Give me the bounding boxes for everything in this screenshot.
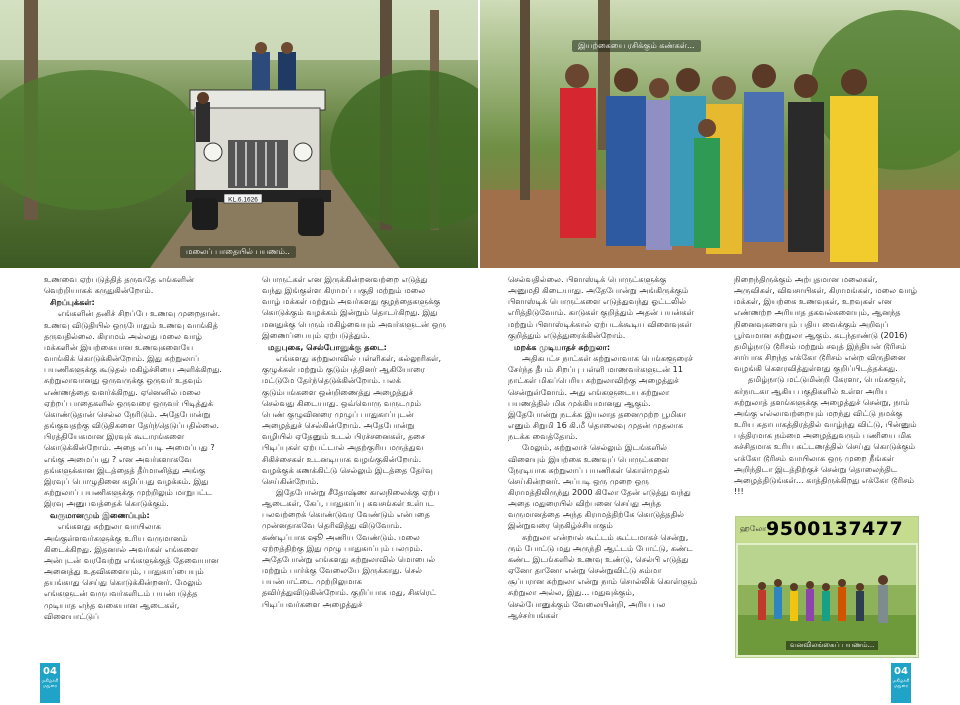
page-number-left — [40, 663, 60, 703]
paragraph: தமிழ்நாடு மட்டுமின்றி கேரளா, பெங்களூர், கர்நாடகா ஆகிய பகுதிகளில் உள்ள அரிய சுற்றுலாத் தளங்களுக்கு அழைத்துச் சென்று, நாம் அங்கு எல்லாவற்றையும் மறந்து விட்டு நமக்கு உரிய சுதாபாகத்திரத்தில் வாழ்ந்து விட்டு, பின்னும் பத்திரமாக நம்மை அழைத்துவரும் பணியை மிக சுச்சிதமாக உரிய கட்டணத்தில் செய்து கொடுக்கும் எக்கோ டூரிசம் வாயிலாக ஒரு முறை நீங்கள் அறிந்திடா இடத்திற்குச் சென்று தொலைந்திட அழைத்திடுங்கள்... காத்திருக்கிறது எக்கோ டூரிசம் !!! — [734, 374, 917, 496]
paragraph: பொருட்கள் என இருக்கின்றனவற்றை எடுத்து வந்து இங்குள்ள கிராமப் பகுதி மற்றும் மலை வாழ் மக்கள் மற்றும் அவர்களது குழந்தைகளுக்கு கொடுக்கும் வழக்கம் இன்றும் தொடர்கிறது. இது மனதுக்கு பெரும் மகிழ்வையும் அவர்களுடன் ஒரு இணைப்பையும் ஏற்படுத்தும். — [262, 274, 446, 340]
paragraph: நிறைந்திருக்கும் அற்புதமான மலைகள், அருவிகள், விவசாயிகள், கிராமங்கள், மலை வாழ் மக்கள், இயற்கை உணவுகள், உறவுகள் என எண்ணற்ற அரியாத தகவல்களையும், ஆனந்த நினைவுகளையும் பதிய வைக்கும் அறிவுப் பூர்வமான சுற்றுலா ஆகும். கடந்தாண்டு (2016) தமிழ்நாடு டூரிசம் மற்றும் சவுத் இந்தியன் டூரிசம் சார்பாக சிறந்த எக்கோ டூரிசம் என்ற விருதினை வழங்கி கௌரவித்துள்ளது குறிப்பிடத்தக்கது. — [734, 274, 918, 374]
ad-photo-caption: வனவிலங்கைப் பயணம்... — [786, 641, 878, 650]
article-column-4 — [734, 274, 918, 506]
phone-number[interactable]: 9500137477 — [766, 518, 904, 540]
hello-label: ஹலோ — [740, 524, 767, 533]
paragraph: அதிகபட்ச நாட்கள் சுற்றுலாவாக பெங்களூரைச் சேர்ந்த தீபம் சிறப்பு பள்ளி மாணவர்களுடன் 11 நாட்கள் மிகப்பெரிய சுற்றுலாவிற்கு அழைத்துச் சென்றுள்ளோம். அது எங்களுடைய சுற்றுலா பயணத்தில் மிக முக்கியமானது ஆகும். இதேபோன்று நடக்க இயலாத தனைமுற்ற பூமிகா எனும் சிறுமி 16 கி.மீ தொலைவு முதன் முதலாக நடக்க வைத்தோம். — [508, 353, 693, 442]
contact-bar — [736, 517, 918, 543]
paragraph: உணவை ஏற்படுத்தித் தருவதே எங்களின் வெற்றியாகக் கருதுகின்றோம். — [44, 274, 194, 296]
right-photo-caption: இயற்கையை ரசிக்கும் கண்கள்... — [572, 40, 701, 52]
paragraph: மேலும், சுற்றுலாச் செல்லும் இடங்களில் விளையும் இயற்கை உணவுப் பொருட்களை நேரடியாக சுற்றுலாப் பயணிகள் கொள்முதல் செய்கின்றனர். அப்படி ஒரு முறை ஒரு கிராமத்திலிருந்து 2000 கிலோ தேன் எடுத்து வந்து அதை மதுரையில் விற்பனை செய்து அந்த வருமானத்தை அந்த கிராமத்திற்கே கொடுத்ததில் இன்றுவரை நெகிழ்ச்சியாகும் — [508, 442, 691, 531]
trekking-group-photo — [738, 545, 916, 655]
section-heading-memorable-trip: மறக்க முடியாதச் சுற்றுலா: — [514, 341, 611, 352]
section-heading-income: வருமானமும் இணைப்பும்: — [50, 510, 150, 521]
article-column-3 — [508, 274, 698, 684]
paragraph: இதேபோன்று சீதோஷ்ண காலநிலைக்கு ஏற்ப ஆடைகள், கேப், பாதுகாப்பு கவசங்கள் உள்பட பலவற்றைக் கொண்டுவர வேண்டும் என்பதை முன்னதாகவே தெரிவித்து விடுவோம். கண்டிப்பாக ஷூ அணிய வேண்டும். மலை ஏற்றத்திற்கு இது முழு பாதுகாப்பும் பலமும். அதேபோன்று எங்களது சுற்றுலாவில் மொபைல் மற்றும் பார்க்கு வேலையே இருக்காது. செல் பயன்பாட்டை முற்றிலுமாக தவிர்த்துவிடுகின்றோம். குறிப்பாக மது, சிகரெட் பிடிப்பவர்களை அழைத்துச் — [262, 486, 440, 609]
page-number-text: 04 — [43, 666, 57, 677]
paragraph: எங்களது சுற்றுலா வாயிலாக அங்குள்ளவர்களுக்கு உரிய வருமானம் கிடைக்கிறது. இதனால் அவர்கள் எங்களை அன்புடன் வரவேற்று எங்களுக்குத் தேவையான அனைத்து உதவிகளையும், பாதுகாப்பையும் தயங்காது செய்து கொடுக்கின்றனர். மேலும் எங்களுடன் வருபவர்களிடம் பயன்படுத்த முடியாத எந்த வகையான ஆடைகள், விளையாட்டுப் — [44, 521, 219, 621]
magazine-name: மகிழ்ச்சி மதுரை — [41, 679, 59, 689]
left-photo-caption: மலைப் பாதையில் பயணம்.. — [180, 246, 296, 258]
jeep-plate-text: KL.6.1626 — [228, 196, 258, 204]
article-column-2 — [262, 274, 446, 684]
paragraph: எங்களது சுற்றுலாவில் பள்ளிகள், கல்லூரிகள், குழுக்கள் மற்றும் குடும்பத்தினர் ஆகியோரை மட்டுமே தேர்ந்தெடுக்கின்றோம். பலக் குடும்பங்களை ஒன்றிணைத்து அழைத்துச் செல்வது கிடையாது. ஒவ்வொரு வருடமும் பெண் குழுவினரை முழுப் பாதுகாப்புடன் அழைத்துச் செல்கின்றோம். அதேபோன்று வழியில் ஏதேனும் உடல் பிரச்சனைகள், தசை பிடிப்புகள் ஏற்பட்டால் அதற்குரிய மருத்துவ சிகிச்சைகள் உடனடியாக வழங்குகின்றோம். வழக்குக் கணக்கிட்டு செல்லும் இடத்தை தேர்வு செய்கின்றோம். — [262, 353, 442, 486]
group-photo — [480, 0, 960, 268]
page-number-right — [891, 663, 911, 703]
section-heading-ban: மதுபுகை, செல்போனுக்கு தடை: — [268, 341, 387, 352]
jeep-forest-photo — [0, 0, 478, 268]
page-number-text: 04 — [894, 666, 908, 677]
section-heading-specialties: சிறப்புக்கள்: — [50, 297, 95, 308]
magazine-name: மகிழ்ச்சி மதுரை — [892, 679, 910, 689]
contact-ad-box — [735, 516, 919, 658]
paragraph: சுற்றுலா என்றால் கூட்டம் கூட்டமாகச் சென்று, ரும் போட்டு மது அருந்தி ஆட்டம் போட்டு, கண்ட கண்ட இடங்களில் உணவு உண்டு, செல்பி எடுத்து ஏனோ தானோ என்று சென்றுவிட்டு சும்மா சூப்பரான சுற்றுலா என்று நாம் சொல்லிக் கொள்ளும் சுற்றுலா அல்ல, இது... மதுவுக்கும், செல்போனுக்கும் வேலையின்றி, அரிய பல ஆச்சர்யங்கள் — [508, 531, 698, 620]
article-column-1 — [44, 274, 224, 684]
paragraph: எங்களின் தனிச் சிறப்பே உணவு முறைதான். உணவு விடுதியில் ஒருபோதும் உணவு வாங்கித் தருவதில்லை. கிராமம் அல்லது மலை வாழ் மக்களின் இயற்கையான உணவுகளையே வாங்கிக் கொடுக்கின்றோம். இது சுற்றுலாப் பயணிகளுக்கு கூடுதல் மகிழ்ச்சியை அளிக்கிறது. சுற்றுலாவானது ஒருவருக்கு ஒருவர் உதவும் எண்ணத்தை வளர்க்கிறது. ஏனெனில் மலை ஏற்றப் பாதைகளில் ஒருவரை ஒருவர் பிடித்துக் கொண்டுதான் செல்ல நேரிடும். அதேபோன்று தங்குவதற்கு விடுதிகளை தேர்ந்தெடுப்பதில்லை. பிரத்தியேகமான இரவுக் கூடாரங்களை கொடுக்கின்றோம். அதை எப்படி அமைப்பது ? எங்கு அமைப்பது ? என அவர்களாகவே தங்களுக்கான இடத்தைத் தீர்மானித்து அங்கு இரவுப் பொழுதினை கழிப்பது வழக்கம். இது சுற்றுலாப் பயணிகளுக்கு முற்றிலும் மாறுபட்ட இரவு அனுபவத்தைக் கொடுக்கும். — [44, 308, 222, 509]
paragraph: செல்வதில்லை. பிளாஸ்டிக் பொருட்களுக்கு அனுமதி கிடையாது. அதேபோன்று அங்கிருக்கும் பிளாஸ்டிக் பொருட்களை எடுத்துவந்து ஓட்டலில் எரித்திடுவோம். காடுகள் குறித்தும் அதன் பயன்கள் மற்றும் பிளாஸ்டிக்கால் ஏற்படக்கூடிய விளைவுகள் குறித்தும் எடுத்துரைக்கின்றோம். — [508, 274, 694, 340]
